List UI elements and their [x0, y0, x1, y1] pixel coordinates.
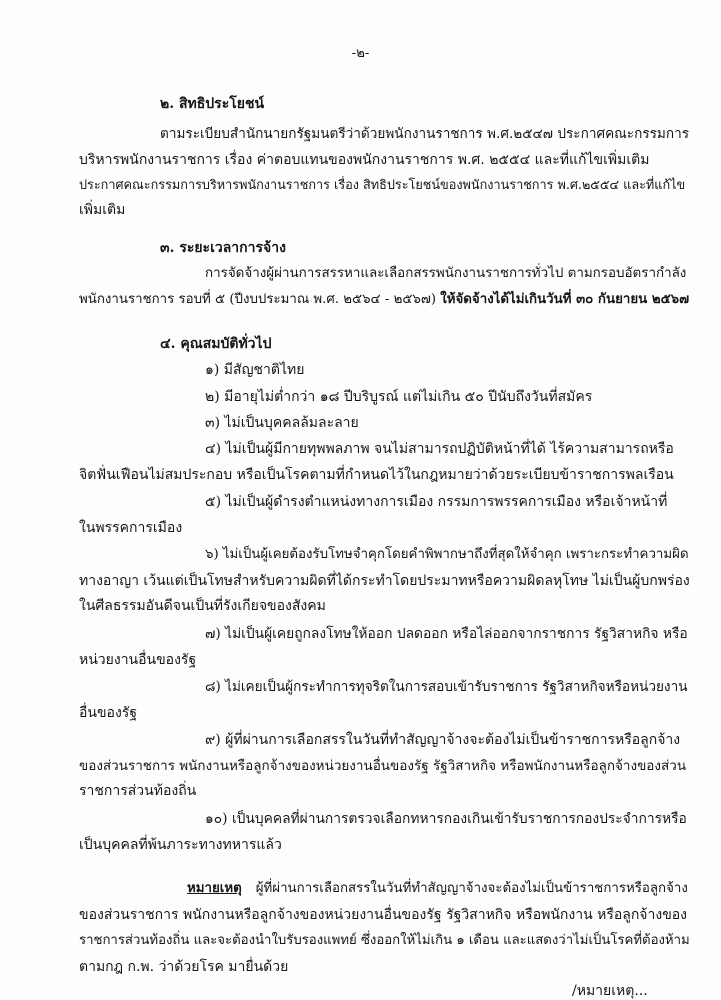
- qualification-item: ราชการส่วนท้องถิ่น: [79, 783, 197, 799]
- page-number: -๒-: [351, 46, 370, 61]
- qualification-item: หน่วยงานอื่นของรัฐ: [79, 652, 197, 668]
- section-3-line: การจัดจ้างผู้ผ่านการสรรหาและเลือกสรรพนักงานราชการทั่วไป ตามกรอบอัตรากำลัง: [205, 266, 687, 281]
- section-2-heading: ๒. สิทธิประโยชน์: [160, 96, 265, 112]
- note-line: [187, 880, 688, 898]
- section-3-line: [79, 291, 689, 309]
- qualification-item: ๕) ไม่เป็นผู้ดำรงตำแหน่งทางการเมือง กรรมการพรรคการเมือง หรือเจ้าหน้าที่: [205, 494, 668, 510]
- qualification-item: ๖) ไม่เป็นผู้เคยต้องรับโทษจำคุกโดยคำพิพากษาถึงที่สุดให้จำคุก เพราะกระทำความผิด: [205, 547, 689, 562]
- note-text: ผู้ที่ผ่านการเลือกสรรในวันที่ทำสัญญาจ้างจะต้องไม่เป็นข้าราชการหรือลูกจ้าง: [255, 881, 688, 896]
- section-2-line: บริหารพนักงานราชการ เรื่อง ค่าตอบแทนของพนักงานราชการ พ.ศ. ๒๕๕๔ และที่แก้ไขเพิ่มเติม: [79, 152, 650, 168]
- qualification-item: ๔) ไม่เป็นผู้มีกายทุพพลภาพ จนไม่สามารถปฏิบัติหน้าที่ได้ ไร้ความสามารถหรือ: [205, 441, 674, 457]
- note-line: ราชการส่วนท้องถิ่น และจะต้องนำใบรับรองแพทย์ ซึ่งออกให้ไม่เกิน ๑ เดือน และแสดงว่าไม่เป็นโรคที่ต้องห้าม: [79, 933, 690, 948]
- qualification-item: ๑๐) เป็นบุคคลที่ผ่านการตรวจเลือกทหารกองเกินเข้ารับราชการกองประจำการหรือ: [205, 811, 687, 827]
- note-line: ของส่วนราชการ พนักงานหรือลูกจ้างของหน่วยงานอื่นของรัฐ รัฐวิสาหกิจ หรือพนักงาน หรือลูกจ้างของ: [79, 907, 688, 923]
- qualification-item: ๒) มีอายุไม่ต่ำกว่า ๑๘ ปีบริบูรณ์ แต่ไม่เกิน ๕๐ ปีนับถึงวันที่สมัคร: [205, 389, 593, 405]
- section-2-line: ประกาศคณะกรรมการบริหารพนักงานราชการ เรื่อง สิทธิประโยชน์ของพนักงานราชการ พ.ศ.๒๕๕๔ และที่แก้ไข: [79, 177, 686, 192]
- qualification-item: เป็นบุคคลที่พ้นภาระทางทหารแล้ว: [79, 837, 282, 853]
- section-4-heading: ๔. คุณสมบัติทั่วไป: [160, 336, 272, 352]
- continuation-marker: /หมายเหตุ...: [572, 983, 648, 999]
- note-label: หมายเหตุ: [187, 881, 242, 896]
- qualification-item: ๘) ไม่เคยเป็นผู้กระทำการทุจริตในการสอบเข้ารับราชการ รัฐวิสาหกิจหรือหน่วยงาน: [205, 679, 688, 695]
- qualification-item: อื่นของรัฐ: [79, 705, 138, 721]
- qualification-item: ของส่วนราชการ พนักงานหรือลูกจ้างของหน่วยงานอื่นของรัฐ รัฐวิสาหกิจ หรือพนักงานหรือลูกจ้างของส่วน: [79, 758, 687, 774]
- section-3-heading: ๓. ระยะเวลาการจ้าง: [160, 240, 286, 256]
- section-3-line-normal: พนักงานราชการ รอบที่ ๕ (ปีงบประมาณ พ.ศ. ๒๕๖๔ - ๒๕๖๗): [79, 292, 441, 307]
- qualification-item: ทางอาญา เว้นแต่เป็นโทษสำหรับความผิดที่ได้กระทำโดยประมาทหรือความผิดลหุโทษ ไม่เป็นผู้บกพร่อง: [79, 573, 690, 589]
- note-line: ตามกฎ ก.พ. ว่าด้วยโรค มายื่นด้วย: [79, 959, 289, 975]
- qualification-item: จิตฟั่นเฟือนไม่สมประกอบ หรือเป็นโรคตามที่กำหนดไว้ในกฎหมายว่าด้วยระเบียบข้าราชการพลเรือน: [79, 467, 674, 483]
- section-3-deadline: ให้จัดจ้างได้ไม่เกินวันที่ ๓๐ กันยายน ๒๕๖๗: [440, 292, 690, 307]
- qualification-item: ในศีลธรรมอันดีจนเป็นที่รังเกียจของสังคม: [79, 598, 326, 614]
- qualification-item: ๓) ไม่เป็นบุคคลล้มละลาย: [205, 415, 359, 431]
- qualification-item: ในพรรคการเมือง: [79, 520, 183, 536]
- section-2-line: ตามระเบียบสำนักนายกรัฐมนตรีว่าด้วยพนักงานราชการ พ.ศ.๒๕๔๗ ประกาศคณะกรรมการ: [160, 126, 690, 142]
- section-2-line: เพิ่มเติม: [79, 202, 126, 218]
- qualification-item: ๗) ไม่เป็นผู้เคยถูกลงโทษให้ออก ปลดออก หรือไล่ออกจากราชการ รัฐวิสาหกิจ หรือ: [205, 626, 688, 642]
- qualification-item: ๑) มีสัญชาติไทย: [205, 362, 305, 378]
- qualification-item: ๙) ผู้ที่ผ่านการเลือกสรรในวันที่ทำสัญญาจ้างจะต้องไม่เป็นข้าราชการหรือลูกจ้าง: [205, 732, 681, 748]
